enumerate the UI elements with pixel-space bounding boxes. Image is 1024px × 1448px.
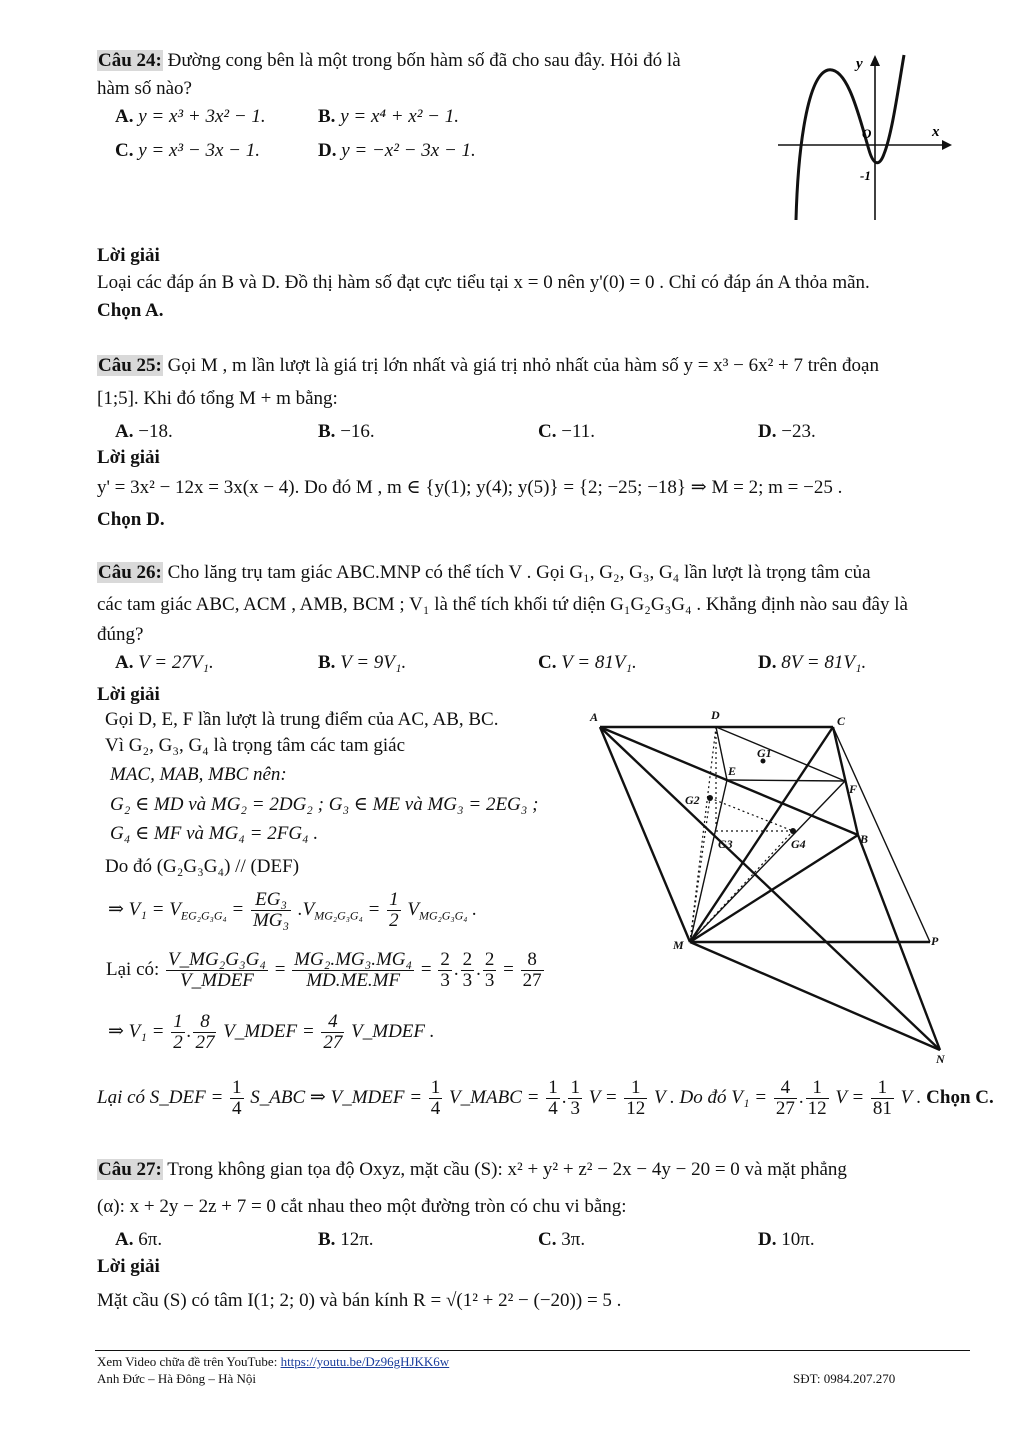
q26-solution-line3: MAC, MAB, MBC nên: xyxy=(110,764,287,785)
footer-video-line xyxy=(97,1354,449,1370)
q24-stem1: Đường cong bên là một trong bốn hàm số đã cho sau đây. Hỏi đó là xyxy=(167,50,681,71)
q27-stem2: (α): x + 2y − 2z + 7 = 0 cắt nhau theo một đường tròn có chu vi bằng: xyxy=(97,1196,627,1217)
q24-solution: Loại các đáp án B và D. Đồ thị hàm số đạt cực tiểu tại x = 0 nên y'(0) = 0 . Chỉ có đáp án A thỏa mãn. xyxy=(97,272,870,293)
svg-text:B: B xyxy=(860,832,869,846)
q26-solution-line5: G₄ ∈ MF và MG₄ = 2FG₄ . xyxy=(110,823,319,844)
q27-stem1: Trong không gian tọa độ Oxyz, mặt cầu (S): x² + y² + z² − 2x − 4y − 20 = 0 và mặt phẳng xyxy=(167,1159,847,1180)
q25-option-b: B. −16. xyxy=(318,421,375,442)
svg-text:A: A xyxy=(590,710,599,724)
svg-text:G2: G2 xyxy=(685,793,700,807)
q24-solution-title: Lời giải xyxy=(97,245,160,266)
q27-solution-title: Lời giải xyxy=(97,1256,160,1277)
q26-equation-2: Lại có: $\frac{\text{V\_MG₂G₃G₄}}{\text{V\_MDEF}}$ = $\frac{\text{MG₂.MG₃.MG₄}}{MD.ME.MF}$ = $\frac{2}{3}$ . $\frac{2}{3}$ . $\frac{2}{3}$ = $\frac{8}{27}$ xyxy=(106,949,542,991)
q25-stem-line1 xyxy=(97,355,879,377)
q25-choose: Chọn D. xyxy=(97,509,165,530)
q26-final-line: Lại có S_DEF = $\frac{1}{4}$ S_ABC ⇒ V_MDEF = $\frac{1}{4}$ V_MABC = $\frac{1}{4}$ . $\frac{1}{3}$ V = $\frac{1}{12}$ V . Do đó V₁ = $\frac{4}{27}$ . $\frac{1}{12}$ V = $\frac{1}{81}$ V . Chọn C. xyxy=(97,1077,994,1119)
svg-text:F: F xyxy=(849,782,858,796)
q24-graph-minus-one-label: -1 xyxy=(860,168,871,183)
q26-equation-3: ⇒ V₁ = $\frac{1}{2}$ . $\frac{8}{27}$ V_MDEF = $\frac{4}{27}$ V_MDEF . xyxy=(108,1011,435,1053)
q24-option-a: A. y = x³ + 3x² − 1. xyxy=(115,106,266,127)
q27-label: Câu 27: xyxy=(98,1159,162,1180)
q25-option-c: C. −11. xyxy=(538,421,595,442)
q24-stem2: hàm số nào? xyxy=(97,78,192,99)
q24-stem-line1 xyxy=(97,50,681,72)
svg-text:E: E xyxy=(728,764,737,778)
q24-graph xyxy=(776,50,956,225)
q25-option-a: A. −18. xyxy=(115,421,173,442)
q24-graph-origin-label: O xyxy=(862,126,872,141)
q26-equation-1: ⇒ $V_1 = V_{EG_2G_3G_4}$ = $\frac{\text{EG₃}}{\text{MG₃}}$ $.V_{MG_2G_3G_4}$ = $\frac{1}{2}$ $V_{MG_2G_3G_4}$ . xyxy=(108,889,477,931)
footer-author: Anh Đức – Hà Đông – Hà Nội xyxy=(97,1371,257,1386)
q26-solution-line1: Gọi D, E, F lần lượt là trung điểm của AC, AB, BC. xyxy=(105,709,499,730)
q26-solution-title: Lời giải xyxy=(97,684,160,705)
footer-phone: SĐT: 0984.207.270 xyxy=(793,1371,896,1386)
q25-label: Câu 25: xyxy=(98,355,162,376)
q26-option-b: B. V = 9V₁. xyxy=(318,652,407,673)
q24-option-c: C. y = x³ − 3x − 1. xyxy=(115,140,260,161)
q26-choose: Chọn C. xyxy=(926,1086,994,1108)
footer-video-link[interactable]: https://youtu.be/Dz96gHJKK6w xyxy=(280,1354,450,1369)
q26-option-c: C. V = 81V₁. xyxy=(538,652,637,673)
q26-option-d: D. 8V = 81V₁. xyxy=(758,652,867,673)
svg-text:N: N xyxy=(936,1052,945,1066)
q27-option-c: C. 3π. xyxy=(538,1229,586,1250)
q24-option-b: B. y = x⁴ + x² − 1. xyxy=(318,106,460,127)
svg-text:M: M xyxy=(673,938,684,952)
q24-label: Câu 24: xyxy=(98,50,162,71)
svg-text:D: D xyxy=(711,708,720,722)
q24-graph-x-label: x xyxy=(932,124,940,140)
q27-option-b: B. 12π. xyxy=(318,1229,374,1250)
q26-solution-line6: Do đó (G₂G₃G₄) // (DEF) xyxy=(105,856,300,877)
q24-choose: Chọn A. xyxy=(97,300,164,321)
q27-option-a: A. 6π. xyxy=(115,1229,163,1250)
svg-text:G3: G3 xyxy=(718,837,733,851)
q26-stem3: đúng? xyxy=(97,624,144,645)
q27-stem-line1 xyxy=(97,1159,847,1181)
svg-text:G1: G1 xyxy=(757,746,772,760)
q25-option-d: D. −23. xyxy=(758,421,816,442)
footer-video-text: Xem Video chữa đề trên YouTube: xyxy=(97,1354,281,1369)
q25-stem2: [1;5]. Khi đó tổng M + m bằng: xyxy=(97,388,338,409)
q26-solution-line4: G₂ ∈ MD và MG₂ = 2DG₂ ; G₃ ∈ ME và MG₃ = 2EG₃ ; xyxy=(110,794,539,815)
svg-text:G4: G4 xyxy=(791,837,806,851)
q26-label: Câu 26: xyxy=(98,562,162,583)
svg-text:P: P xyxy=(931,934,939,948)
q26-stem-line1 xyxy=(97,562,871,584)
q27-option-d: D. 10π. xyxy=(758,1229,815,1250)
q26-prism-figure xyxy=(585,705,955,1075)
q25-solution: y' = 3x² − 12x = 3x(x − 4). Do đó M , m ∈ {y(1); y(4); y(5)} = {2; −25; −18} ⇒ M = 2; m = −25 . xyxy=(97,477,843,498)
q26-stem1: Cho lăng trụ tam giác ABC.MNP có thể tích V . Gọi G₁, G₂, G₃, G₄ lần lượt là trọng tâm của xyxy=(167,562,871,583)
q24-graph-y-label: y xyxy=(856,56,863,72)
svg-text:C: C xyxy=(837,714,846,728)
q24-option-d: D. y = −x² − 3x − 1. xyxy=(318,140,476,161)
q26-option-a: A. V = 27V₁. xyxy=(115,652,214,673)
q27-solution: Mặt cầu (S) có tâm I(1; 2; 0) và bán kính R = √(1² + 2² − (−20)) = 5 . xyxy=(97,1290,622,1311)
q25-stem1: Gọi M , m lần lượt là giá trị lớn nhất và giá trị nhỏ nhất của hàm số y = x³ − 6x² + 7 trên đoạn xyxy=(167,355,879,376)
q26-solution-line2: Vì G₂, G₃, G₄ là trọng tâm các tam giác xyxy=(105,735,406,756)
q26-stem2: các tam giác ABC, ACM , AMB, BCM ; V₁ là thể tích khối tứ diện G₁G₂G₃G₄ . Khẳng định nào sau đây là xyxy=(97,594,908,615)
q25-solution-title: Lời giải xyxy=(97,447,160,468)
footer-divider xyxy=(95,1350,970,1351)
